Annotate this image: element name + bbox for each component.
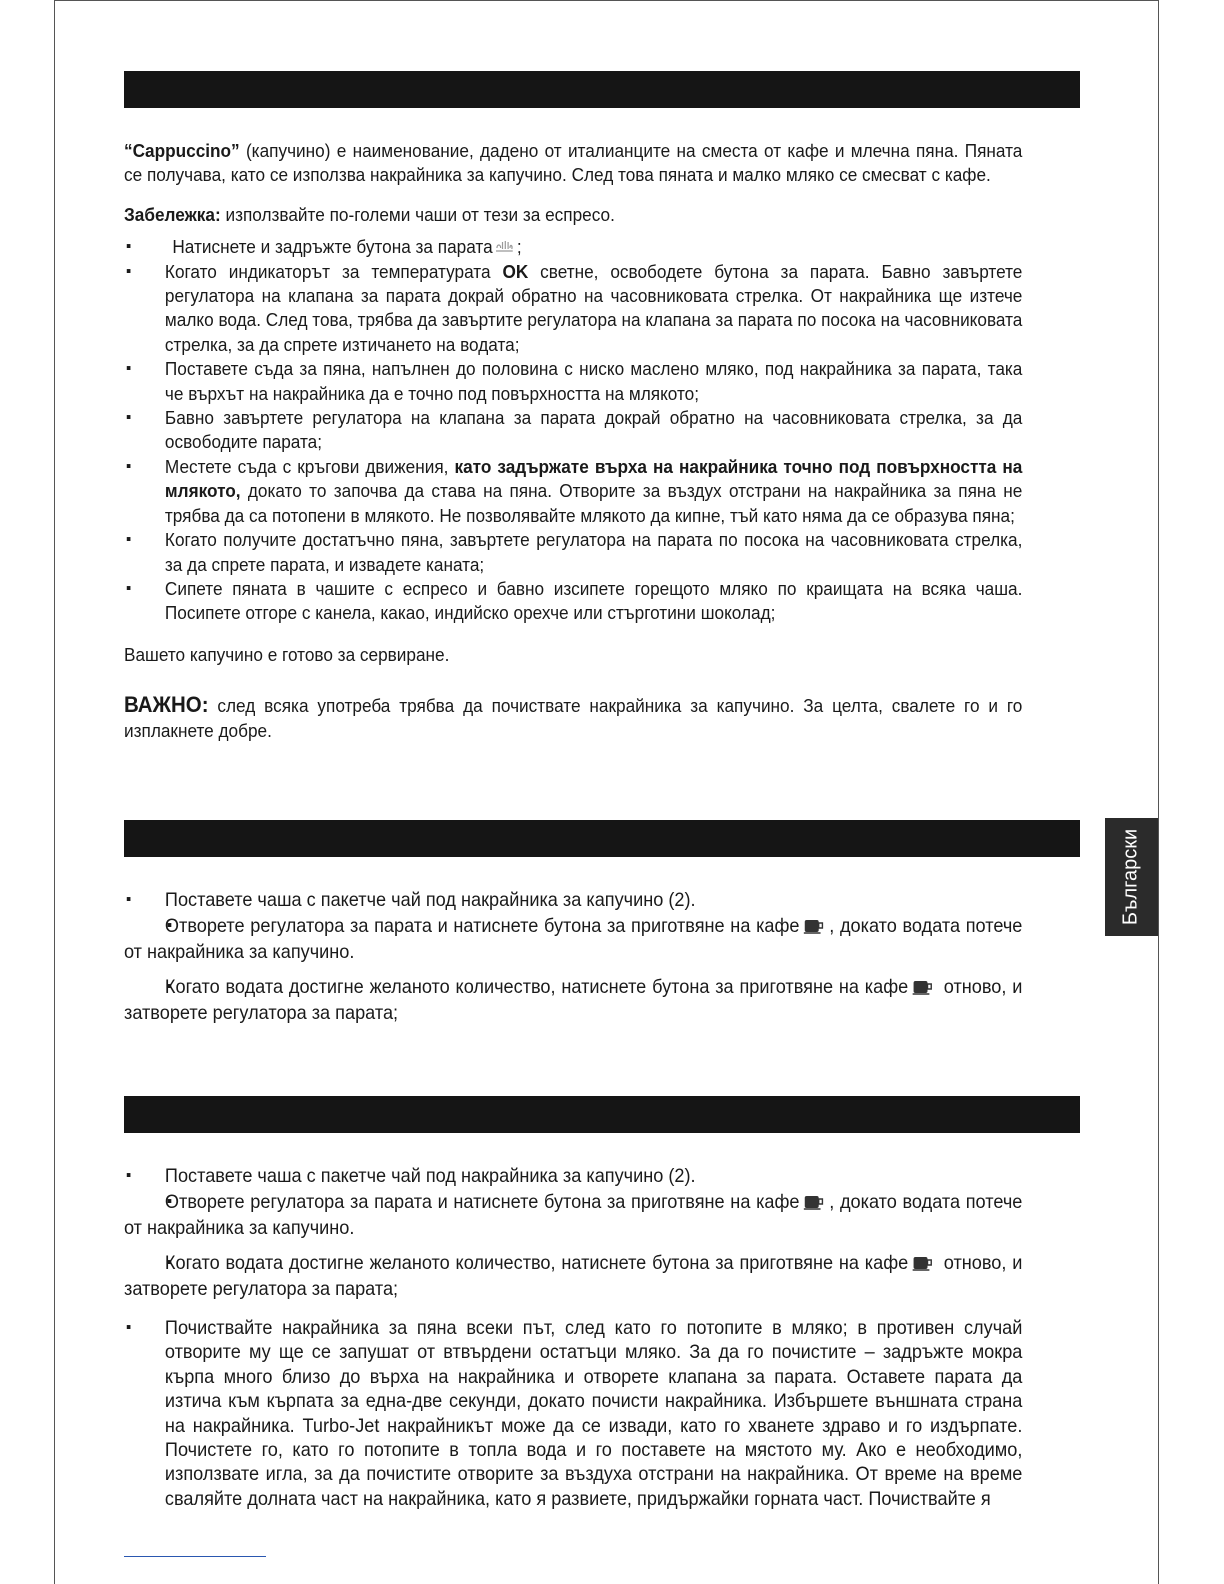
list-item (124, 455, 1022, 528)
step-6-text: Когато получите достатъчно пяна, завъртете регулатора на парата по посока на часовниковата стрелка, за да спрете парата, и извадете каната; (164, 529, 1023, 575)
list-item (124, 357, 1022, 406)
important-text: след всяка употреба трябва да почиствате накрайника за капучино. За целта, свалете го и го изплакнете добре. (124, 695, 1023, 741)
language-tab (1105, 818, 1158, 936)
list-item (124, 1163, 1022, 1189)
list-item (124, 260, 1022, 358)
hw-step-3-text-pre: Когато водата достигне желаното количество, натиснете бутона за приготвяне на кафе (164, 976, 909, 998)
note-paragraph (124, 203, 1022, 227)
list-item (124, 1250, 1022, 1302)
section-hot-water-body (124, 887, 1022, 1026)
section-header-bar-hot-water (124, 820, 1080, 857)
coffee-button-icon (912, 1254, 934, 1272)
important-paragraph (124, 693, 1022, 743)
note-text: използвайте по-големи чаши от тези за еспресо. (220, 203, 615, 225)
intro-paragraph (124, 139, 1022, 188)
section-header-bar-cappuccino (124, 71, 1080, 108)
cl-step-4-text: Почиствайте накрайника за пяна всеки път, след като го потопите в мляко; в противен случай отворите му ще се запушат от втвърдени остатъци мляко. За да го почистите – задръжте мокра кърпа много близо до върха на накрайника и отворете клапана за парата. Оставете парата да изтича към кърпата за една-две секунди, докато почисти накрайника. Избършете външната страна на накрайника. Turbo-Jet накрайникът може да се извади, като го хванете здраво и го издърпате. Почистете го, като го потопите в топла вода и го поставете на мястото му. Ако е необходимо, използвате игла, за да почистите отворите за въздуха отстрани на накрайника. От време на време сваляйте долната част на накрайника, като я развиете, придържайки горната част. Почиствайте я (164, 1317, 1023, 1510)
coffee-button-icon (803, 1193, 825, 1211)
cl-step-3-text-post: отново, и затворете регулатора за парата; (124, 1252, 1023, 1300)
cl-step-1-text: Поставете чаша с пакетче чай под накрайника за капучино (2). (164, 1165, 696, 1187)
list-item (124, 913, 1022, 965)
page-frame-right (1158, 0, 1159, 1584)
step-5-text-bold: като задържате върха на накрайника точно под повърхността на млякото, (164, 455, 1023, 502)
language-tab-label: Български (1119, 828, 1142, 926)
list-item (124, 974, 1022, 1026)
step-2-text-post: светне, освободете бутона за парата. Бавно завъртете регулатора на клапана за парата докрай обратно на часовниковата стрелка. От накрайника ще изтече малко вода. След това, трябва да завъртите регулатора на клапана за парата по посока на часовниковата стрелка, за да спрете изтичането на водата; (164, 260, 1023, 355)
list-item (124, 1316, 1022, 1511)
hw-step-3-text-post: отново, и затворете регулатора за парата; (124, 976, 1023, 1024)
step-3-text: Поставете съда за пяна, напълнен до половина с ниско маслено мляко, под накрайника за парата, така че върхът на накрайника да е точно под повърхността на млякото; (164, 358, 1023, 404)
hw-step-2-text-pre: Отворете регулатора за парата и натиснете бутона за приготвяне на кафе (164, 915, 800, 937)
coffee-button-icon (803, 917, 825, 935)
hw-step-1-text: Поставете чаша с пакетче чай под накрайника за капучино (2). (164, 889, 696, 911)
footer-rule (124, 1556, 266, 1557)
list-item (124, 887, 1022, 913)
important-label: ВАЖНО: (124, 692, 209, 718)
list-item (124, 406, 1022, 455)
step-7-text: Сипете пяната в чашите с еспресо и бавно изсипете горещото мляко по краищата на всяка чаша. Посипете отгоре с канела, какао, индийско орехче или стърготини шоколад; (164, 577, 1023, 624)
step-1-end: ; (516, 236, 522, 258)
list-item (124, 577, 1022, 626)
cl-step-3-text-pre: Когато водата достигне желаното количество, натиснете бутона за приготвяне на кафе (164, 1252, 909, 1274)
ok-indicator-label: OK (502, 260, 529, 282)
list-item (124, 235, 1022, 259)
steam-button-icon (495, 239, 515, 255)
section-cleaning-body (124, 1163, 1022, 1511)
intro-text: (капучино) е наименование, дадено от италианците на сместа от кафе и млечна пяна. Пяната се получава, като се използва накрайника за капучино. След това пяната и малко мляко се смесват с кафе. (124, 140, 1023, 186)
list-item (124, 1189, 1022, 1241)
page-frame-top (54, 0, 1159, 1)
step-1-text: Натиснете и задръжте бутона за парата (172, 236, 493, 258)
cl-step-2-text-pre: Отворете регулатора за парата и натиснете бутона за приготвяне на кафе (164, 1191, 800, 1213)
coffee-button-icon (912, 978, 934, 996)
section-header-bar-cleaning (124, 1096, 1080, 1133)
section-cappuccino-body (124, 139, 1022, 743)
note-label: Забележка: (124, 203, 221, 225)
step-5-text-pre: Местете съда с кръгови движения, (164, 455, 455, 477)
ready-paragraph: Вашето капучино е готово за сервиране. (124, 643, 450, 665)
step-2-text-pre: Когато индикаторът за температурата (164, 260, 503, 282)
list-item (124, 528, 1022, 577)
step-5-text-post: докато то започва да става на пяна. Отворите за въздух отстрани на накрайника за пяна не трябва да са потопени в млякото. Не позволявайте млякото да кипне, тъй като няма да се образува пяна; (164, 480, 1023, 526)
page-frame-left (54, 0, 55, 1584)
cappuccino-steps-list (124, 235, 1022, 626)
step-4-text: Бавно завъртете регулатора на клапана за парата докрай обратно на часовниковата стрелка, за да освободите парата; (164, 407, 1023, 453)
hw-step-2-text-post: , докато водата потече от накрайника за капучино. (124, 915, 1023, 963)
cl-step-2-text-post: , докато водата потече от накрайника за капучино. (124, 1191, 1023, 1239)
cappuccino-term: “Cappuccino” (124, 140, 240, 161)
